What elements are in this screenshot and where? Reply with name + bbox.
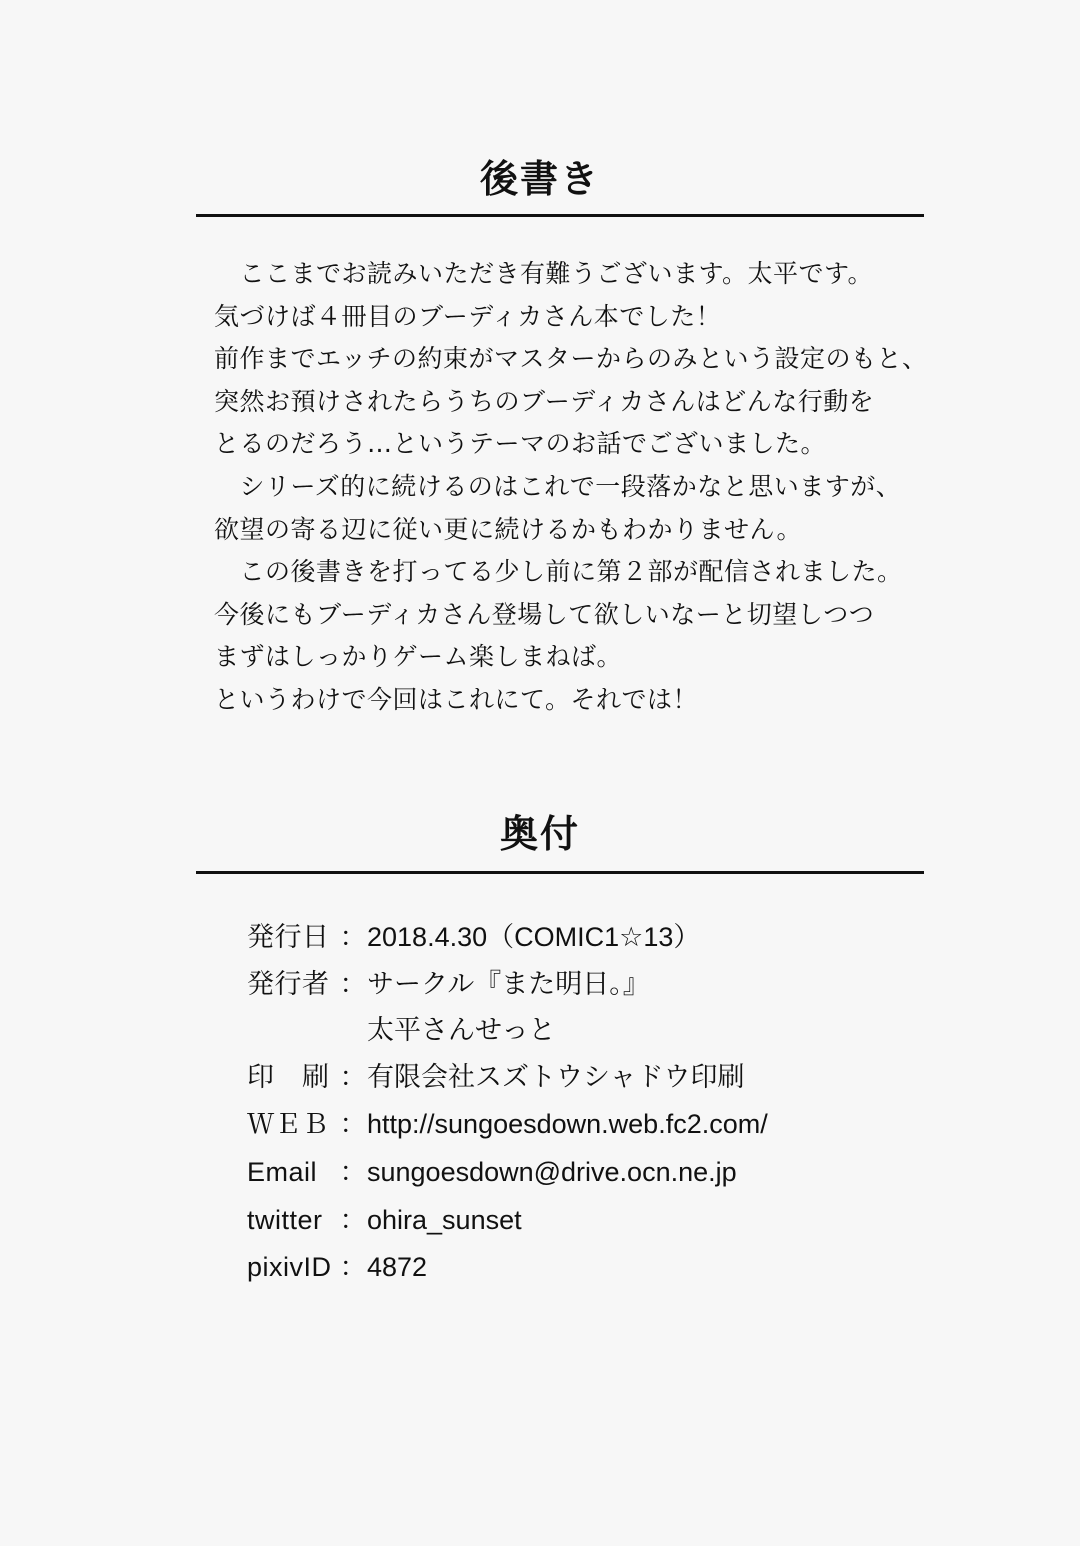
separator: ： <box>339 1061 367 1093</box>
afterword-line: とるのだろう…というテーマのお話でございました。 <box>214 429 827 459</box>
colophon-row-publisher <box>247 962 947 1009</box>
twitter-value: ohira_sunset <box>367 1204 522 1235</box>
separator: ： <box>339 922 367 953</box>
afterword-line: まずはしっかりゲーム楽しまねば。 <box>214 642 623 672</box>
afterword-line: 前作までエッチの約束がマスターからのみという設定のもと、 <box>214 344 928 374</box>
email-value[interactable]: sungoesdown@drive.ocn.ne.jp <box>367 1156 737 1187</box>
web-label: ＷＥＢ <box>247 1109 330 1141</box>
afterword-line: シリーズ的に続けるのはこれで一段落かなと思いますが、 <box>214 471 902 501</box>
separator: ： <box>339 968 367 1000</box>
colophon-table <box>247 914 947 1292</box>
printer-label: 印 刷 <box>247 1061 330 1093</box>
separator: ： <box>339 1252 367 1284</box>
pixiv-label: pixivID <box>247 1252 332 1283</box>
colophon-row-pixiv <box>247 1244 947 1292</box>
afterword-line: 欲望の寄る辺に従い更に続けるかもわかりません。 <box>214 514 803 544</box>
afterword-line: 気づけば４冊目のブーディカさん本でした！ <box>214 301 722 331</box>
web-url[interactable]: http://sungoesdown.web.fc2.com/ <box>367 1109 768 1140</box>
separator: ： <box>339 1156 367 1188</box>
afterword-divider <box>196 214 924 217</box>
printer-value: 有限会社スズトウシャドウ印刷 <box>367 1061 745 1093</box>
pixiv-value: 4872 <box>367 1252 428 1283</box>
afterword-title: 後書き <box>479 157 600 201</box>
afterword-body <box>214 253 934 722</box>
date-value: 2018.4.30（COMIC1☆13） <box>367 922 701 952</box>
publisher-label: 発行者 <box>247 968 330 1000</box>
afterword-line: この後書きを打ってる少し前に第２部が配信されました。 <box>214 557 903 587</box>
colophon-title: 奥付 <box>499 812 580 856</box>
colophon-row-publisher-2 <box>247 1008 947 1055</box>
colophon-row-email <box>247 1149 947 1197</box>
colophon-row-printer <box>247 1055 947 1102</box>
email-label: Email <box>247 1156 318 1187</box>
publisher-value: サークル『また明日。』 <box>367 968 650 1000</box>
colophon-divider <box>196 871 924 874</box>
twitter-label: twitter <box>247 1204 323 1235</box>
afterword-line: ここまでお読みいただき有難うございます。太平です。 <box>214 259 874 288</box>
colophon-row-twitter <box>247 1197 947 1245</box>
afterword-line: 今後にもブーディカさん登場して欲しいなーと切望しつつ <box>214 599 875 629</box>
separator: ： <box>339 1204 367 1236</box>
colophon-row-web <box>247 1101 947 1149</box>
afterword-line: 突然お預けされたらうちのブーディカさんはどんな行動を <box>214 386 875 416</box>
date-label: 発行日 <box>247 922 330 953</box>
publisher-name: 太平さんせっと <box>367 1015 556 1047</box>
colophon-row-date <box>247 914 947 962</box>
afterword-line: というわけで今回はこれにて。それでは！ <box>214 684 699 714</box>
separator: ： <box>339 1109 367 1141</box>
